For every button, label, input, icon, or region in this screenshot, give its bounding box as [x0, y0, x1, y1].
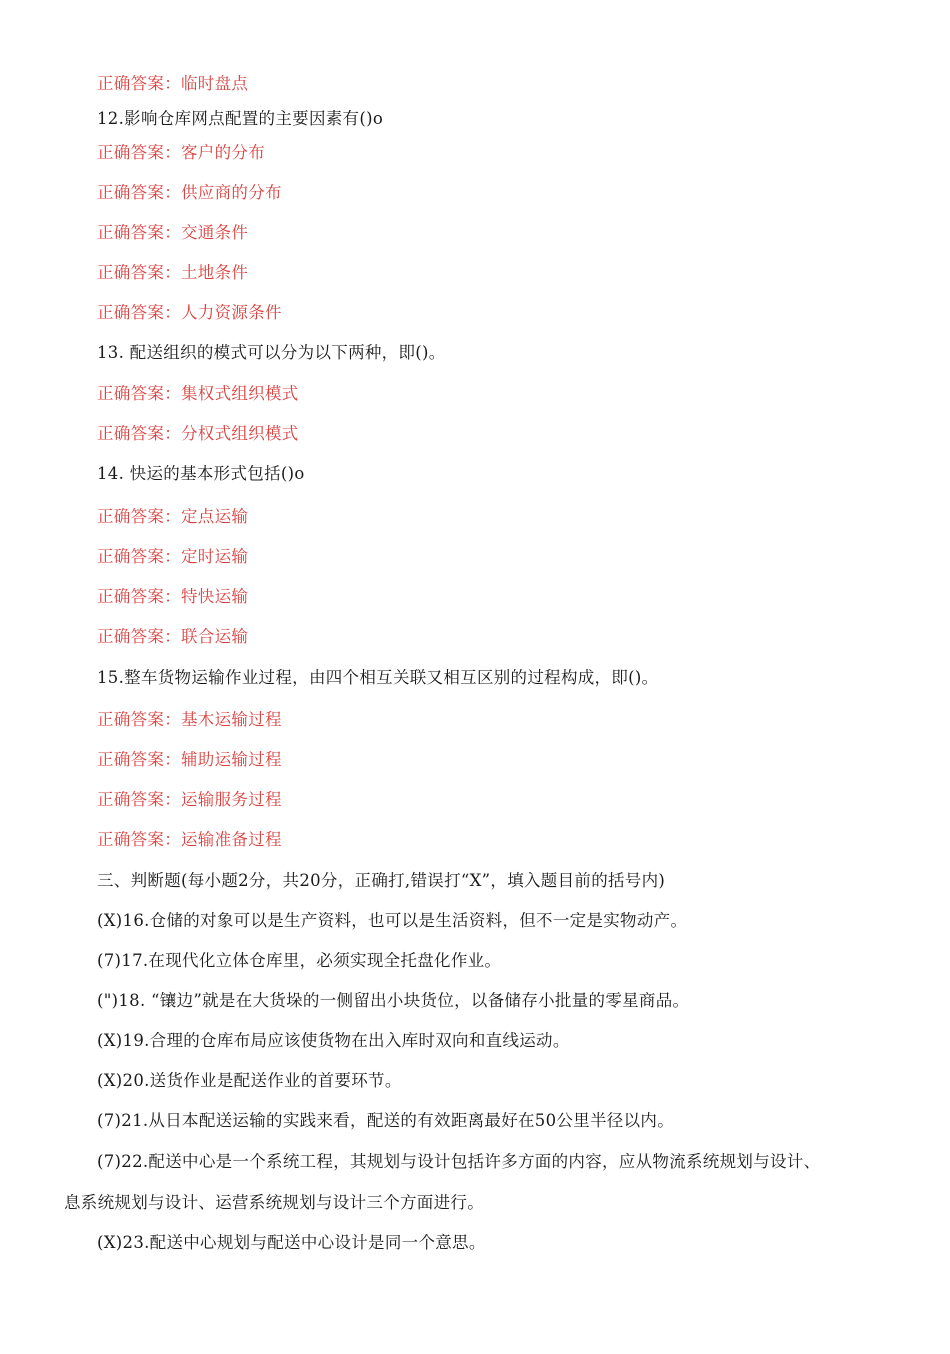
answer-line: 正确答案：运输服务过程	[97, 790, 282, 809]
judge-item-21: (7)21.从日本配送运输的实践来看，配送的有效距离最好在50公里半径以内。	[97, 1111, 675, 1130]
judge-item-23: (X)23.配送中心规划与配送中心设计是同一个意思。	[97, 1233, 486, 1252]
answer-line: 正确答案：定时运输	[97, 547, 249, 566]
answer-line: 正确答案：特快运输	[97, 587, 249, 606]
answer-line: 正确答案：辅助运输过程	[97, 750, 282, 769]
answer-line: 正确答案：基木运输过程	[97, 710, 282, 729]
section-heading-judgement: 三、判断题(每小题2分，共20分，正确打,错误打“X”，填入题目前的括号内)	[97, 871, 666, 890]
answer-line: 正确答案：交通条件	[97, 223, 249, 242]
answer-line: 正确答案：分权式组织模式	[97, 424, 299, 443]
judge-item-20: (X)20.送货作业是配送作业的首要环节。	[97, 1071, 402, 1090]
answer-line: 正确答案：联合运输	[97, 627, 249, 646]
judge-item-19: (X)19.合理的仓库布局应该使货物在出入库时双向和直线运动。	[97, 1031, 570, 1050]
question-15: 15.整车货物运输作业过程，由四个相互关联又相互区别的过程构成，即()。	[97, 668, 659, 687]
answer-line: 正确答案：土地条件	[97, 263, 249, 282]
answer-line: 正确答案：集权式组织模式	[97, 384, 299, 403]
judge-item-17: (7)17.在现代化立体仓库里，必须实现全托盘化作业。	[97, 951, 502, 970]
judge-item-22-continued: 息系统规划与设计、运营系统规划与设计三个方面进行。	[64, 1193, 484, 1212]
judge-item-16: (X)16.仓储的对象可以是生产资料，也可以是生活资料，但不一定是实物动产。	[97, 911, 688, 930]
answer-line: 正确答案：定点运输	[97, 507, 249, 526]
answer-line: 正确答案：运输准备过程	[97, 830, 282, 849]
answer-line: 正确答案：人力资源条件	[97, 303, 282, 322]
question-14: 14. 快运的基本形式包括()o	[97, 464, 305, 483]
question-13: 13. 配送组织的模式可以分为以下两种，即()。	[97, 343, 446, 362]
judge-item-18: (")18. “镶边”就是在大货垛的一侧留出小块货位，以备储存小批量的零星商品。	[97, 991, 690, 1010]
answer-line: 正确答案：客户的分布	[97, 143, 265, 162]
judge-item-22: (7)22.配送中心是一个系统工程，其规划与设计包括许多方面的内容，应从物流系统规划与设计、	[97, 1152, 821, 1171]
answer-line: 正确答案：供应商的分布	[97, 183, 282, 202]
answer-line: 正确答案：临时盘点	[97, 74, 249, 93]
question-12: 12.影响仓库网点配置的主要因素有()o	[97, 109, 384, 128]
